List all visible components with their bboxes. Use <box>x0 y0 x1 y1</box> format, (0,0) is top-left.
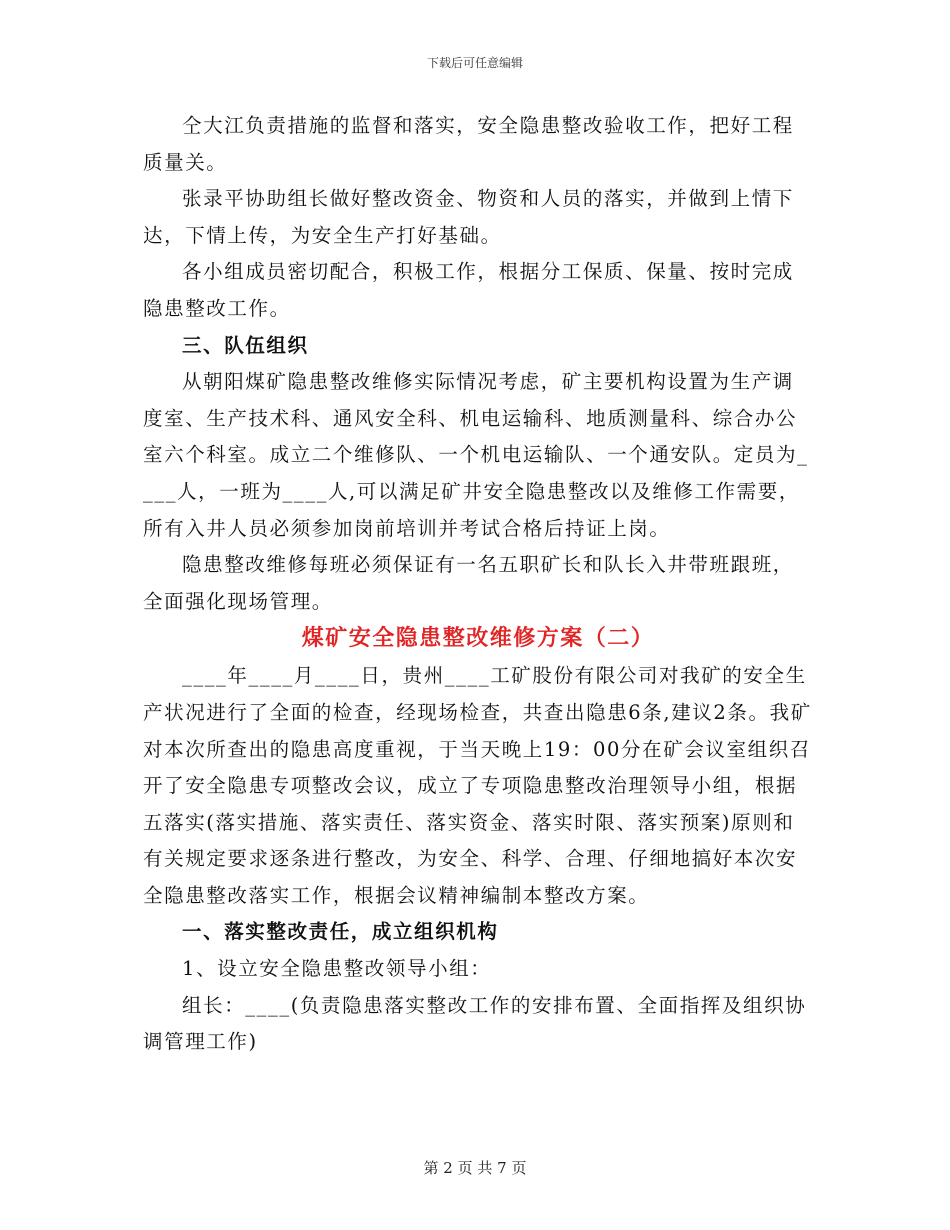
heading-responsibility: 一、落实整改责任，成立组织机构 <box>182 920 499 944</box>
paragraph-supervision: 仝大江负责措施的监督和落实，安全隐患整改验收工作，把好工程质量关。 <box>143 114 794 174</box>
page-header: 下载后可任意编辑 <box>426 56 523 70</box>
paragraph-shift-leader: 隐患整改维修每班必须保证有一名五职矿长和队长入井带班跟班，全面强化现场管理。 <box>143 553 794 613</box>
paragraph-cooperation: 各小组成员密切配合，积极工作，根据分工保质、保量、按时完成隐患整改工作。 <box>143 260 794 320</box>
heading-team-organization: 三、队伍组织 <box>182 333 309 357</box>
paragraph-leadership-group: 1、设立安全隐患整改领导小组： <box>182 957 492 981</box>
page-footer: 第 2 页 共 7 页 <box>423 1159 527 1177</box>
section-title: 煤矿安全隐患整改维修方案（二） <box>301 626 655 652</box>
paragraph-funding: 张录平协助组长做好整改资金、物资和人员的落实，并做到上情下达，下情上传，为安全生产打好基础。 <box>143 187 794 247</box>
document-body <box>143 108 813 1061</box>
paragraph-team-structure: 从朝阳煤矿隐患整改维修实际情况考虑，矿主要机构设置为生产调度室、生产技术科、通风安全科、机电运输科、地质测量科、综合办公室六个科室。成立二个维修队、一个机电运输队、一个通安队。定员为____人，一班为____人,可以满足矿井安全隐患整改以及维修工作需要，所有入井人员必须参加岗前培训并考试合格后持证上岗。 <box>143 370 809 540</box>
paragraph-group-leader: 组长：____(负责隐患落实整改工作的安排布置、全面指挥及组织协调管理工作) <box>143 993 807 1054</box>
paragraph-inspection: ____年____月____日，贵州____工矿股份有限公司对我矿的安全生产状况进行了全面的检查，经现场检查，共查出隐患6条,建议2条。我矿对本次所查出的隐患高度重视，于当天晚上19：00分在矿会议室组织召开了安全隐患专项整改会议，成立了专项隐患整改治理领导小组，根据五落实(落实措施、落实责任、落实资金、落实时限、落实预案)原则和有关规定要求逐条进行整改，为安全、科学、合理、仔细地搞好本次安全隐患整改落实工作，根据会议精神编制本整改方案。 <box>143 664 812 907</box>
